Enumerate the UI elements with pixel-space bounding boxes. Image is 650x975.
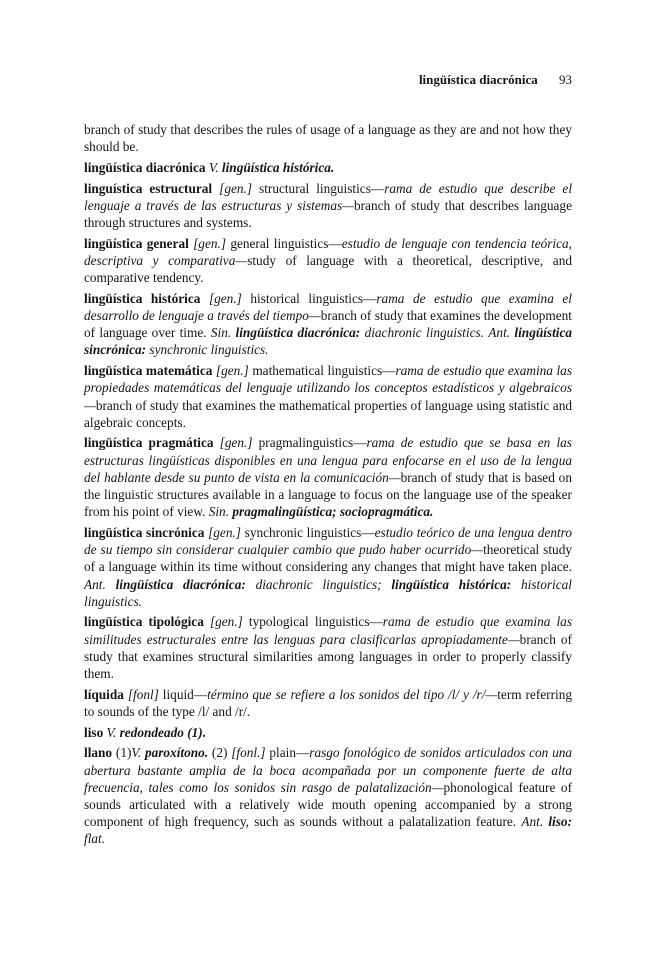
entry-linguistica-matematica bbox=[84, 362, 572, 431]
entry-llano bbox=[84, 744, 572, 847]
entry-linguistica-estructural bbox=[84, 180, 572, 232]
entry-headword: liso bbox=[84, 724, 104, 740]
antonym-gloss-2: historical linguistics. bbox=[84, 576, 572, 609]
spanish-definition: estudio teórico de una lengua dentro de su tiempo sin considerar cualquier cambio que pudo haber ocurrido— bbox=[84, 524, 572, 558]
antonym-term: lingüística sincrónica: bbox=[84, 325, 573, 358]
grammar-tag: [gen.] bbox=[215, 363, 249, 379]
english-definition: branch of study that examines the development of language over time. bbox=[84, 308, 572, 341]
entry-liquida bbox=[84, 686, 572, 720]
spanish-definition: término que se refiere a los sonidos del tipo /l/ y /r/— bbox=[207, 686, 498, 702]
english-equivalent: typological linguistics— bbox=[248, 614, 383, 630]
dictionary-column bbox=[84, 121, 572, 851]
grammar-tag: [gen.] bbox=[208, 524, 241, 540]
entry-linguistica-pragmatica bbox=[84, 434, 572, 520]
synonym-term: lingüística diacrónica: bbox=[235, 325, 361, 341]
entry-linguistica-sincronica bbox=[84, 524, 572, 610]
english-definition: branch of study that describes language through structures and systems. bbox=[84, 197, 572, 231]
spanish-definition: rama de estudio que examina las propiedades matemáticas del lenguaje utilizando los conceptos estadísticos y algebraicos— bbox=[84, 363, 572, 413]
entry-headword: lingüística tipológica bbox=[84, 614, 204, 630]
entry-continuation: branch of study that describes the rules of usage of a language as they are and not how they should be. bbox=[84, 122, 572, 155]
antonym-gloss: diachronic linguistics; bbox=[255, 576, 382, 592]
english-definition: term referring to sounds of the type /l/ and /r/. bbox=[84, 686, 572, 719]
grammar-tag: [gen.] bbox=[219, 435, 253, 451]
english-equivalent: plain— bbox=[269, 745, 310, 761]
english-definition: branch of study that examines the mathematical properties of language using statistic and algebraic concepts. bbox=[84, 397, 572, 430]
sense-number: (1) bbox=[115, 745, 132, 761]
entry-headword: lingüística diacrónica bbox=[84, 159, 206, 175]
grammar-tag: [gen.] bbox=[193, 235, 226, 251]
running-header bbox=[84, 72, 572, 88]
antonym-gloss: synchronic linguistics. bbox=[149, 342, 269, 358]
entry-liso bbox=[84, 724, 572, 741]
english-equivalent: liquid— bbox=[162, 686, 208, 702]
english-equivalent: pragmalinguistics— bbox=[258, 435, 367, 451]
english-equivalent: mathematical linguistics— bbox=[252, 363, 396, 379]
entry-headword: líquida bbox=[84, 686, 124, 702]
antonym-gloss: flat. bbox=[84, 831, 106, 847]
english-definition: study of language with a theoretical, descriptive, and comparative tendency. bbox=[84, 252, 572, 286]
spanish-definition: rama de estudio que describe el lenguaje a través de las estructuras y sistemas— bbox=[84, 180, 573, 213]
antonym-term-2: lingüística histórica: bbox=[391, 576, 512, 592]
see-label: V. bbox=[131, 745, 142, 761]
synonym-label: Sin. bbox=[208, 504, 230, 520]
entry-linguistica-historica bbox=[84, 290, 572, 359]
see-label: V. bbox=[106, 724, 117, 740]
entry-headword: linguística estructural bbox=[84, 180, 213, 196]
synonym-gloss: diachronic linguistics. bbox=[364, 325, 484, 341]
spanish-definition: estudio de lenguaje con tendencia teórica, descriptiva y comparativa— bbox=[84, 235, 572, 268]
english-definition: theoretical study of a language within its time without considering any changes that might have taken place. bbox=[84, 542, 572, 575]
english-equivalent: general linguistics— bbox=[230, 235, 342, 251]
english-definition: branch of study that examines structural similarities among languages in order to properly classify them. bbox=[84, 631, 573, 682]
entry-linguistica-diacronica bbox=[84, 159, 572, 176]
english-definition: phonological feature of sounds articulated with a relatively wide mouth opening accompanied by a strong component of high frequency, such as sounds without a palatalization feature. bbox=[84, 779, 572, 830]
see-reference: redondeado (1). bbox=[119, 724, 207, 740]
antonym-label: Ant. bbox=[488, 325, 511, 341]
grammar-tag: [fonl.] bbox=[231, 745, 266, 761]
spanish-definition: rama de estudio que examina las similitudes estructurales entre las lenguas para clasificarlas apropiadamente— bbox=[84, 614, 572, 647]
grammar-tag: [gen.] bbox=[208, 290, 242, 306]
entry-headword: lingüística histórica bbox=[84, 290, 201, 306]
synonym-term: pragmalingüística; sociopragmática. bbox=[232, 504, 434, 520]
spanish-definition: rama de estudio que examina el desarrollo de lenguaje a través del tiempo— bbox=[84, 290, 572, 324]
entry-linguistica-tipologica bbox=[84, 613, 572, 682]
entry-headword: lingüística pragmática bbox=[84, 435, 214, 451]
running-headword: lingüística diacrónica bbox=[418, 72, 538, 87]
sense-number-2: (2) bbox=[211, 745, 228, 761]
spanish-definition: rasgo fonológico de sonidos articulados con una abertura bastante amplia de la boca acompañada por un componente fuerte de alta frecuencia, tales como los sonidos sin rasgo de palatalización— bbox=[84, 745, 573, 795]
entry-headword: lingüística matemática bbox=[84, 363, 213, 379]
see-label: V. bbox=[208, 159, 219, 175]
entry-headword: lingüística general bbox=[84, 235, 189, 251]
english-equivalent: synchronic linguistics— bbox=[244, 524, 375, 540]
grammar-tag: [gen.] bbox=[219, 180, 253, 196]
antonym-label: Ant. bbox=[84, 576, 106, 592]
english-definition: branch of study that is based on the linguistic structures available in a language to focus on the language use of the speaker from his point of view. bbox=[84, 469, 572, 520]
synonym-label: Sin. bbox=[210, 325, 232, 341]
entry-linguistica-general bbox=[84, 235, 572, 287]
see-reference: paroxítono. bbox=[144, 745, 209, 761]
grammar-tag: [gen.] bbox=[209, 614, 243, 630]
antonym-term: liso: bbox=[548, 814, 572, 830]
entry-headword: llano bbox=[84, 745, 113, 761]
grammar-tag: [fonl] bbox=[127, 686, 159, 702]
english-equivalent: structural linguistics— bbox=[259, 180, 385, 196]
entry-headword: lingüística sincrónica bbox=[84, 524, 205, 540]
antonym-label: Ant. bbox=[521, 814, 544, 830]
spanish-definition: rama de estudio que se basa en las estructuras lingüísticas disponibles en una lengua para enfocarse en el uso de la lengua del hablante desde su punto de vista en la comunicación— bbox=[84, 435, 572, 485]
antonym-term: lingüística diacrónica: bbox=[115, 576, 246, 592]
english-equivalent: historical linguistics— bbox=[250, 290, 377, 306]
page-number: 93 bbox=[559, 72, 572, 87]
see-reference: lingüística histórica. bbox=[221, 159, 335, 175]
